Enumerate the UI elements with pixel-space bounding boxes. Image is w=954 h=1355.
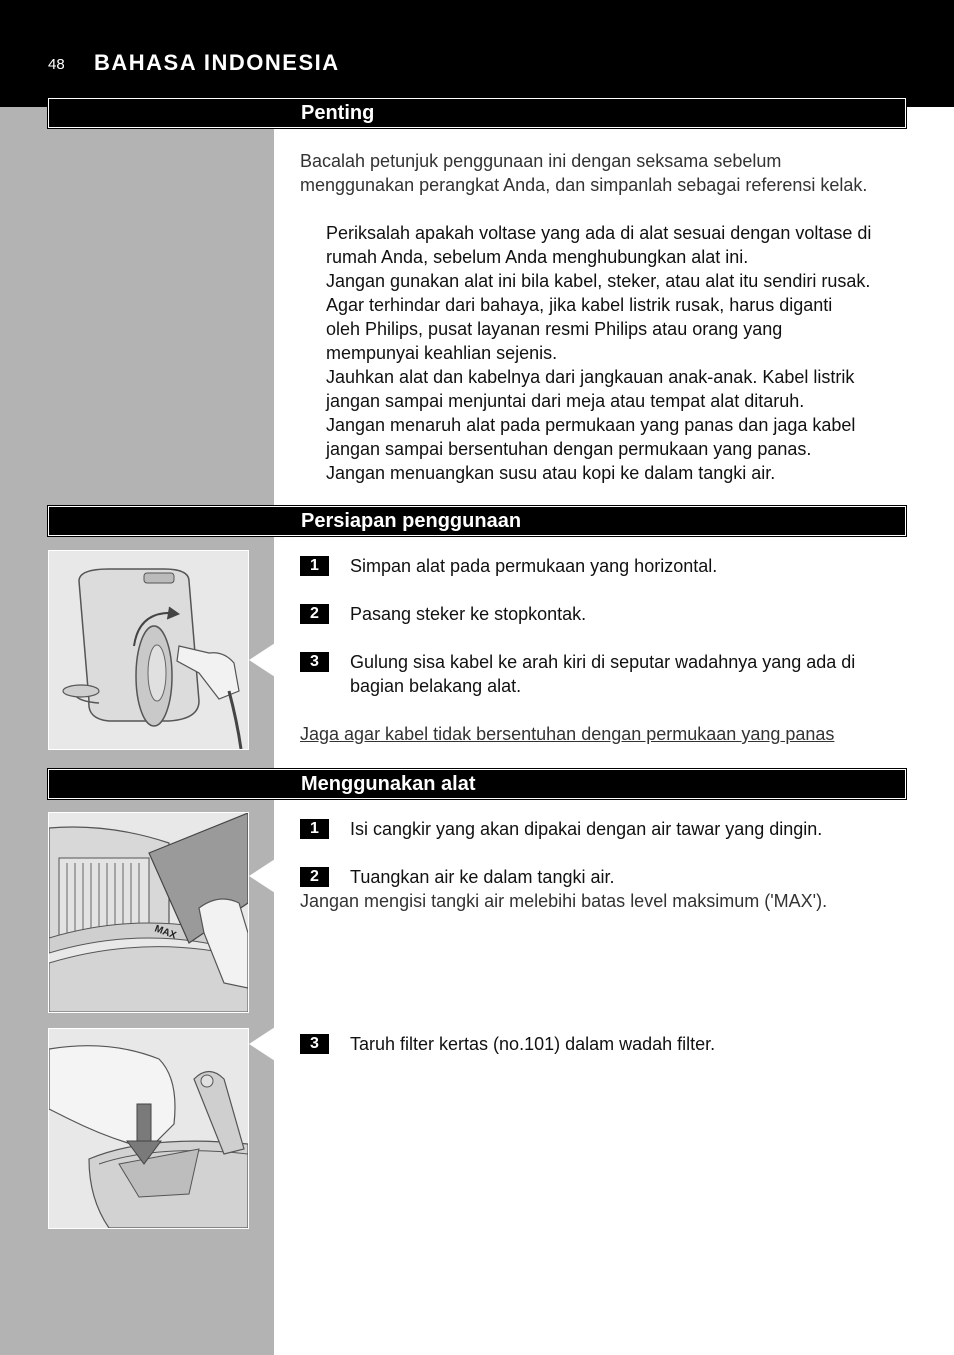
- section-header-persiapan: [48, 506, 906, 536]
- figure-pointer: [249, 1027, 275, 1061]
- warning-line: Jangan gunakan alat ini bila kabel, steker, atau alat itu sendiri rusak.: [326, 271, 871, 291]
- section-title: Penting: [301, 102, 375, 124]
- coffee-maker-cord-illustration: [49, 551, 248, 749]
- section-header-penting: [48, 98, 906, 128]
- warning-line: mempunyai keahlian sejenis.: [326, 343, 558, 363]
- step-text-continued: bagian belakang alat.: [350, 676, 522, 696]
- section-title: Persiapan penggunaan: [301, 510, 522, 532]
- step-text: Gulung sisa kabel ke arah kiri di seputar wadahnya yang ada di: [350, 652, 856, 672]
- figure-pointer: [249, 859, 275, 893]
- warning-line: rumah Anda, sebelum Anda menghubungkan alat ini.: [326, 247, 749, 267]
- intro-line-2: menggunakan perangkat Anda, dan simpanlah sebagai referensi kelak.: [300, 175, 868, 195]
- figure-fill-water: [48, 812, 249, 1013]
- intro-line-1: Bacalah petunjuk penggunaan ini dengan seksama sebelum: [300, 151, 782, 171]
- step-text: Tuangkan air ke dalam tangki air.: [350, 867, 615, 887]
- warning-line: Jangan menuangkan susu atau kopi ke dalam tangki air.: [326, 463, 776, 483]
- max-level-note: Jangan mengisi tangki air melebihi batas level maksimum ('MAX').: [300, 891, 828, 911]
- step-number: 3: [300, 652, 329, 672]
- step-text: Taruh filter kertas (no.101) dalam wadah filter.: [350, 1034, 716, 1054]
- warning-line: jangan sampai bersentuhan dengan permukaan yang panas.: [326, 439, 812, 459]
- page-header: [0, 0, 954, 107]
- step-number: 2: [300, 867, 329, 887]
- step-number: 3: [300, 1034, 329, 1054]
- figure-insert-filter: [48, 1028, 249, 1229]
- warning-line: oleh Philips, pusat layanan resmi Philips atau orang yang: [326, 319, 783, 339]
- warning-line: Jangan menaruh alat pada permukaan yang panas dan jaga kabel: [326, 415, 856, 435]
- warning-line: jangan sampai menjuntai dari meja atau tempat alat ditaruh.: [326, 391, 805, 411]
- step-number: 2: [300, 604, 329, 624]
- step-number: 1: [300, 819, 329, 839]
- cord-note: Jaga agar kabel tidak bersentuhan dengan permukaan yang panas: [300, 724, 835, 744]
- figure-cord-storage: [48, 550, 249, 750]
- step-text: Isi cangkir yang akan dipakai dengan air tawar yang dingin.: [350, 819, 823, 839]
- section-title: Menggunakan alat: [301, 773, 476, 795]
- warning-line: Jauhkan alat dan kabelnya dari jangkauan anak-anak. Kabel listrik: [326, 367, 855, 387]
- max-label: MAX: [152, 923, 178, 942]
- water-tank-illustration: [49, 813, 248, 1012]
- language-title: BAHASA INDONESIA: [94, 50, 340, 75]
- paper-filter-illustration: [49, 1029, 248, 1228]
- step-text: Pasang steker ke stopkontak.: [350, 604, 587, 624]
- step-number: 1: [300, 556, 329, 576]
- warning-line: Periksalah apakah voltase yang ada di alat sesuai dengan voltase di: [326, 223, 872, 243]
- warning-line: Agar terhindar dari bahaya, jika kabel listrik rusak, harus diganti: [326, 295, 833, 315]
- page-number: 48: [48, 56, 65, 73]
- step-text: Simpan alat pada permukaan yang horizontal.: [350, 556, 718, 576]
- section-header-menggunakan: [48, 769, 906, 799]
- figure-pointer: [249, 643, 275, 677]
